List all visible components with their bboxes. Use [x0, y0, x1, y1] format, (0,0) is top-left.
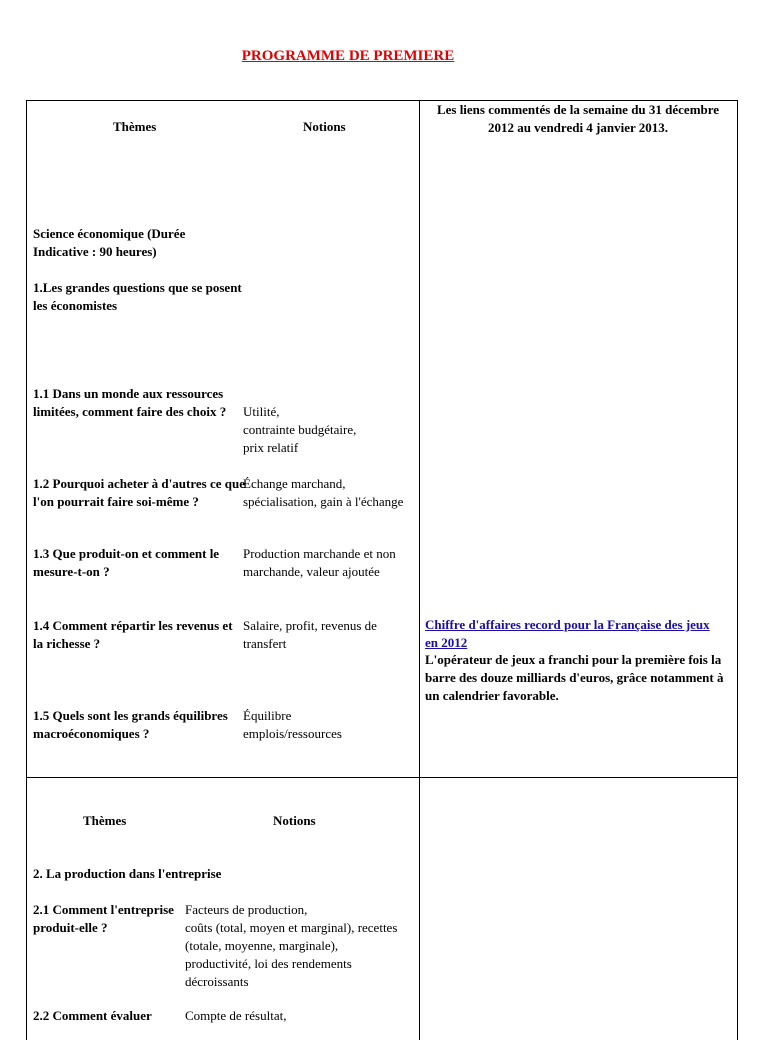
article-description: L'opérateur de jeux a franchi pour la première fois la barre des douze milliards d'euros, grâce notamment à un calendrier favorable.: [425, 652, 724, 703]
notions-1-1: Utilité, contrainte budgétaire, prix relatif: [243, 404, 357, 455]
notions-1-5: Équilibre emplois/ressources: [243, 708, 342, 741]
notions-1-4: Salaire, profit, revenus de transfert: [243, 618, 377, 651]
header-notions: Notions: [303, 119, 346, 134]
section2-title: 2. La production dans l'entreprise: [33, 866, 222, 881]
questions-title: 1.Les grandes questions que se posent les économistes: [33, 280, 242, 313]
notions-1-2: Échange marchand, spécialisation, gain à l'échange: [243, 476, 404, 509]
notions-2-2: Compte de résultat,: [185, 1008, 287, 1023]
notions-2-1: Facteurs de production, coûts (total, moyen et marginal), recettes (totale, moyenne, marginale), productivité, loi des rendements décroissants: [185, 902, 398, 989]
article-link[interactable]: Chiffre d'affaires record pour la Française des jeux en 2012: [425, 617, 710, 650]
theme-1-4: 1.4 Comment répartir les revenus et la richesse ?: [33, 618, 233, 651]
notions-1-3: Production marchande et non marchande, valeur ajoutée: [243, 546, 396, 579]
header-themes-2: Thèmes: [83, 813, 127, 828]
theme-1-3: 1.3 Que produit-on et comment le mesure-t-on ?: [33, 546, 220, 579]
links-header: Les liens commentés de la semaine du 31 décembre 2012 au vendredi 4 janvier 2013.: [436, 102, 720, 135]
column-divider: [419, 101, 420, 1040]
theme-1-1: 1.1 Dans un monde aux ressources limitées, comment faire des choix ?: [33, 386, 227, 419]
header-themes: Thèmes: [113, 119, 157, 134]
section-divider: [27, 777, 737, 778]
science-title: Science économique (Durée Indicative : 90 heures): [33, 226, 186, 259]
theme-2-2: 2.2 Comment évaluer: [33, 1008, 152, 1023]
theme-2-1: 2.1 Comment l'entreprise produit-elle ?: [33, 902, 174, 935]
programme-table: [26, 100, 738, 1040]
page-title: PROGRAMME DE PREMIERE: [241, 48, 455, 64]
header-notions-2: Notions: [273, 813, 316, 828]
theme-1-2: 1.2 Pourquoi acheter à d'autres ce que l'on pourrait faire soi-même ?: [33, 476, 245, 509]
theme-1-5: 1.5 Quels sont les grands équilibres macroéconomiques ?: [33, 708, 228, 741]
